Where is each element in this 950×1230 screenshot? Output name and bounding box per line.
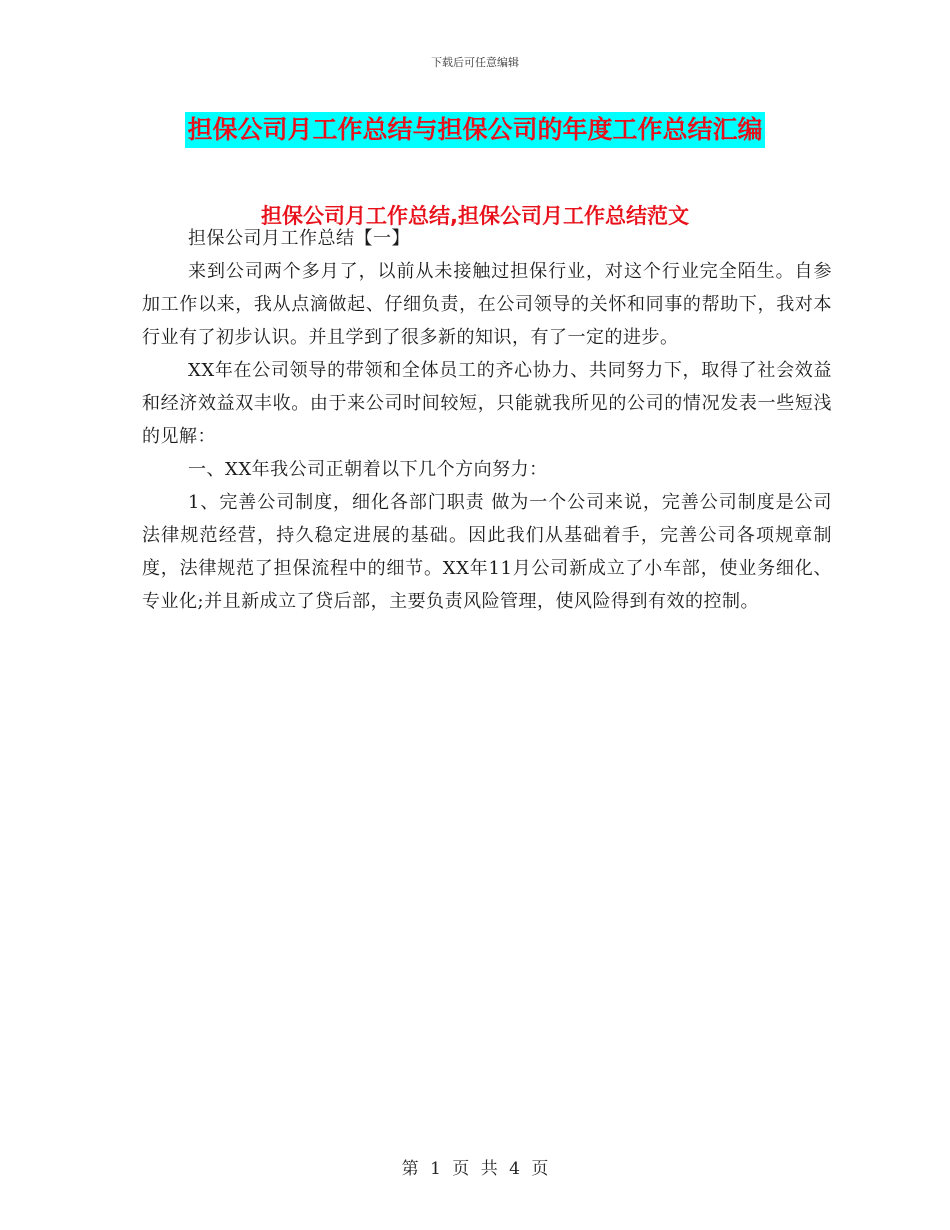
document-body [142,222,832,618]
main-title: 担保公司月工作总结与担保公司的年度工作总结汇编 [185,112,764,148]
body-paragraph: 1、完善公司制度，细化各部门职责 做为一个公司来说，完善公司制度是公司法律规范经营，持久稳定进展的基础。因此我们从基础着手，完善公司各项规章制度，法律规范了担保流程中的细节。XX年11月公司新成立了小车部，使业务细化、专业化;并且新成立了贷后部，主要负责风险管理，使风险得到有效的控制。 [142,492,832,612]
body-paragraph: 一、XX年我公司正朝着以下几个方向努力： [188,459,548,480]
body-paragraph: 来到公司两个多月了，以前从未接触过担保行业，对这个行业完全陌生。自参加工作以来，我从点滴做起、仔细负责，在公司领导的关怀和同事的帮助下，我对本行业有了初步认识。并且学到了很多新的知识，有了一定的进步。 [142,261,832,348]
section-heading: 担保公司月工作总结【一】 [188,228,410,249]
main-title-wrapper [0,112,950,148]
page-number: 第 1 页 共 4 页 [401,1159,549,1179]
body-paragraph: XX年在公司领导的带领和全体员工的齐心协力、共同努力下，取得了社会效益和经济效益双丰收。由于来公司时间较短，只能就我所见的公司的情况发表一些短浅的见解： [142,360,832,447]
sub-title: 担保公司月工作总结,担保公司月工作总结范文 [261,204,689,228]
page-header-note: 下载后可任意编辑 [431,56,519,69]
